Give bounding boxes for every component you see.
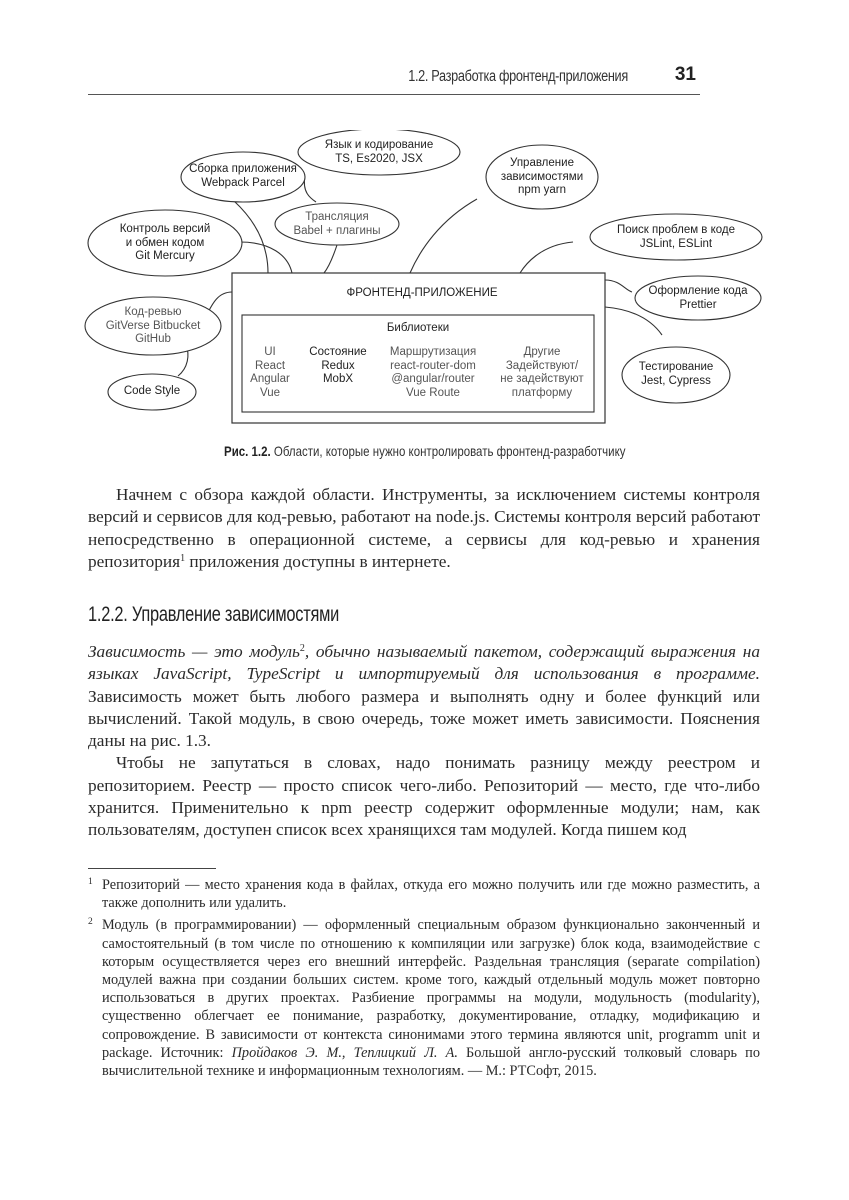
lib-column-state bbox=[300, 346, 376, 387]
caption-text: Области, которые нужно контролировать фронтенд-разработчику bbox=[274, 443, 626, 459]
node-transpile-title: Трансляция bbox=[305, 211, 369, 223]
footnote-authors: Пройдаков Э. М., Теплицкий Л. А. bbox=[231, 1044, 458, 1061]
lib-ui-title: UI bbox=[264, 346, 276, 358]
running-header bbox=[88, 62, 700, 95]
section-heading: 1.2.2. Управление зависимостями bbox=[88, 603, 340, 626]
node-deps-subtitle: зависимостями bbox=[500, 170, 584, 183]
lib-other-item: платформу bbox=[511, 386, 573, 399]
frontend-app-title: ФРОНТЕНД-ПРИЛОЖЕНИЕ bbox=[346, 287, 498, 299]
node-formatting bbox=[635, 285, 761, 312]
node-vcs-title: Контроль версий bbox=[119, 223, 211, 235]
footnote-text: Модуль (в программировании) — оформленный специальным образом функционально законченный и самостоятельный (в том числе по отношению к компиляции или загрузке) блок кода, взаимодействие с которым осуществляется через его внешний интерфейс. Раздельная трансляция (separate compilation) модулей важна при создании больших систем. кроме того, каждый отдельный модуль может повторно использоваться в других проектах. Разбиение программы на модули, модульность (modularity), существенно облегчает ее понимание, разработку, документирование, отладку, модификацию и сопровождение. В зависимости от контекста синонимами этого термина являются unit, programm unit и package. Источник: bbox=[102, 917, 760, 1061]
lib-column-ui bbox=[246, 346, 294, 400]
libraries-title: Библиотеки bbox=[386, 322, 450, 334]
caption-label: Рис. 1.2. bbox=[224, 443, 271, 459]
node-language-tools: TS, Es2020, JSX bbox=[335, 152, 423, 165]
footnote-ref-2[interactable]: 2 bbox=[299, 643, 305, 654]
lib-routing-title: Маршрутизация bbox=[389, 346, 477, 358]
node-review-title: Код-ревью bbox=[124, 306, 182, 318]
definition-italic: Зависимость — это модуль bbox=[88, 642, 300, 661]
lib-routing-item: Vue Route bbox=[406, 386, 460, 399]
node-lint-tools: JSLint, ESLint bbox=[639, 237, 713, 250]
node-language-title: Язык и кодирование bbox=[324, 139, 434, 151]
lib-other-item: Задействуют/ bbox=[505, 359, 579, 372]
node-language bbox=[299, 139, 459, 166]
node-dependencies bbox=[486, 157, 598, 198]
definition-italic-rest: , обычно называемый пакетом, содержащий выражения на языках JavaScript, TypeScript и импортируемый для использования в программе. bbox=[88, 642, 760, 684]
node-lint-title: Поиск проблем в коде bbox=[616, 224, 736, 236]
node-testing-tools: Jest, Cypress bbox=[641, 374, 711, 387]
footnote-divider bbox=[88, 868, 216, 869]
node-review-tools: GitVerse Bitbucket bbox=[105, 319, 201, 332]
node-build-title: Сборка приложения bbox=[189, 163, 297, 175]
lib-other-title: Другие bbox=[523, 346, 561, 358]
node-vcs-tools: Git Mercury bbox=[135, 250, 195, 262]
lib-other-item: не задействуют bbox=[500, 373, 584, 385]
node-transpile bbox=[275, 211, 399, 238]
paragraph-dependency bbox=[88, 641, 760, 842]
footnote-ref-1[interactable]: 1 bbox=[180, 552, 186, 564]
figure-diagram bbox=[80, 130, 780, 430]
node-transpile-tools: Babel + плагины bbox=[293, 224, 381, 237]
lib-state-item: Redux bbox=[321, 359, 355, 372]
node-deps-title: Управление bbox=[510, 157, 574, 169]
lib-state-item: MobX bbox=[322, 373, 354, 385]
lib-routing-item: react-router-dom bbox=[390, 359, 476, 372]
footnote-text-end: Большой англо-русский толковый словарь по вычислительной технике и информационным технологиям. — М.: РТСофт, 2015. bbox=[102, 1044, 760, 1080]
node-deps-tools: npm yarn bbox=[518, 184, 566, 196]
figure-caption bbox=[80, 443, 770, 459]
node-lint bbox=[590, 224, 762, 251]
node-review-tools-2: GitHub bbox=[135, 333, 171, 345]
para1-text: Начнем с обзора каждой области. Инструменты, за исключением системы контроля версий и сервисов для код-ревью, работают на node.js. Системы контроля версий работают непосредственно в операционной системе, а сервисы для код-ревью и хранения репозитория bbox=[88, 485, 760, 571]
page-number: 31 bbox=[674, 64, 696, 85]
node-code-review bbox=[85, 306, 221, 347]
node-format-tools: Prettier bbox=[679, 298, 717, 311]
node-testing-title: Тестирование bbox=[638, 361, 714, 373]
para1-text-end: приложения доступны в интернете. bbox=[185, 551, 451, 571]
lib-state-title: Состояние bbox=[309, 346, 367, 358]
node-format-title: Оформление кода bbox=[648, 285, 748, 297]
lib-column-routing bbox=[378, 346, 488, 400]
lib-ui-item: React bbox=[254, 359, 286, 372]
node-build-tools: Webpack Parcel bbox=[201, 176, 285, 189]
footnotes bbox=[88, 876, 760, 1084]
footnote-1 bbox=[88, 876, 760, 912]
paragraph-registry: Чтобы не запутаться в словах, надо понимать разницу между реестром и репозиторием. Реестр — просто список чего-либо. Репозиторий — место, где что-либо хранится. Применительно к npm реестр содержит оформленные модули; нам, как пользователям, доступен список всех хранящихся там модулей. Когда пишем код bbox=[88, 753, 760, 840]
node-build bbox=[181, 163, 305, 190]
node-testing bbox=[622, 361, 730, 388]
running-title: 1.2. Разработка фронтенд-приложения bbox=[408, 68, 628, 85]
lib-routing-item: @angular/router bbox=[391, 373, 475, 385]
node-vcs-subtitle: и обмен кодом bbox=[125, 236, 205, 249]
footnote-number: 1 bbox=[88, 877, 93, 887]
node-version-control bbox=[88, 223, 242, 264]
footnote-text: Репозиторий — место хранения кода в файлах, откуда его можно получить или где можно разместить, а также дополнить или удалить. bbox=[102, 877, 760, 912]
lib-ui-item: Vue bbox=[259, 386, 281, 399]
node-codestyle-title: Code Style bbox=[123, 385, 181, 397]
lib-ui-item: Angular bbox=[250, 373, 290, 385]
para2-text: Зависимость может быть любого размера и выполнять одну и более функций или вычислений. Такой модуль, в свою очередь, тоже может иметь зависимости. Пояснения даны на рис. 1.3. bbox=[88, 686, 760, 751]
node-code-style bbox=[108, 385, 196, 399]
paragraph-intro bbox=[88, 484, 760, 573]
footnote-2 bbox=[88, 916, 760, 1080]
footnote-number: 2 bbox=[88, 917, 93, 928]
lib-column-other bbox=[490, 346, 594, 400]
